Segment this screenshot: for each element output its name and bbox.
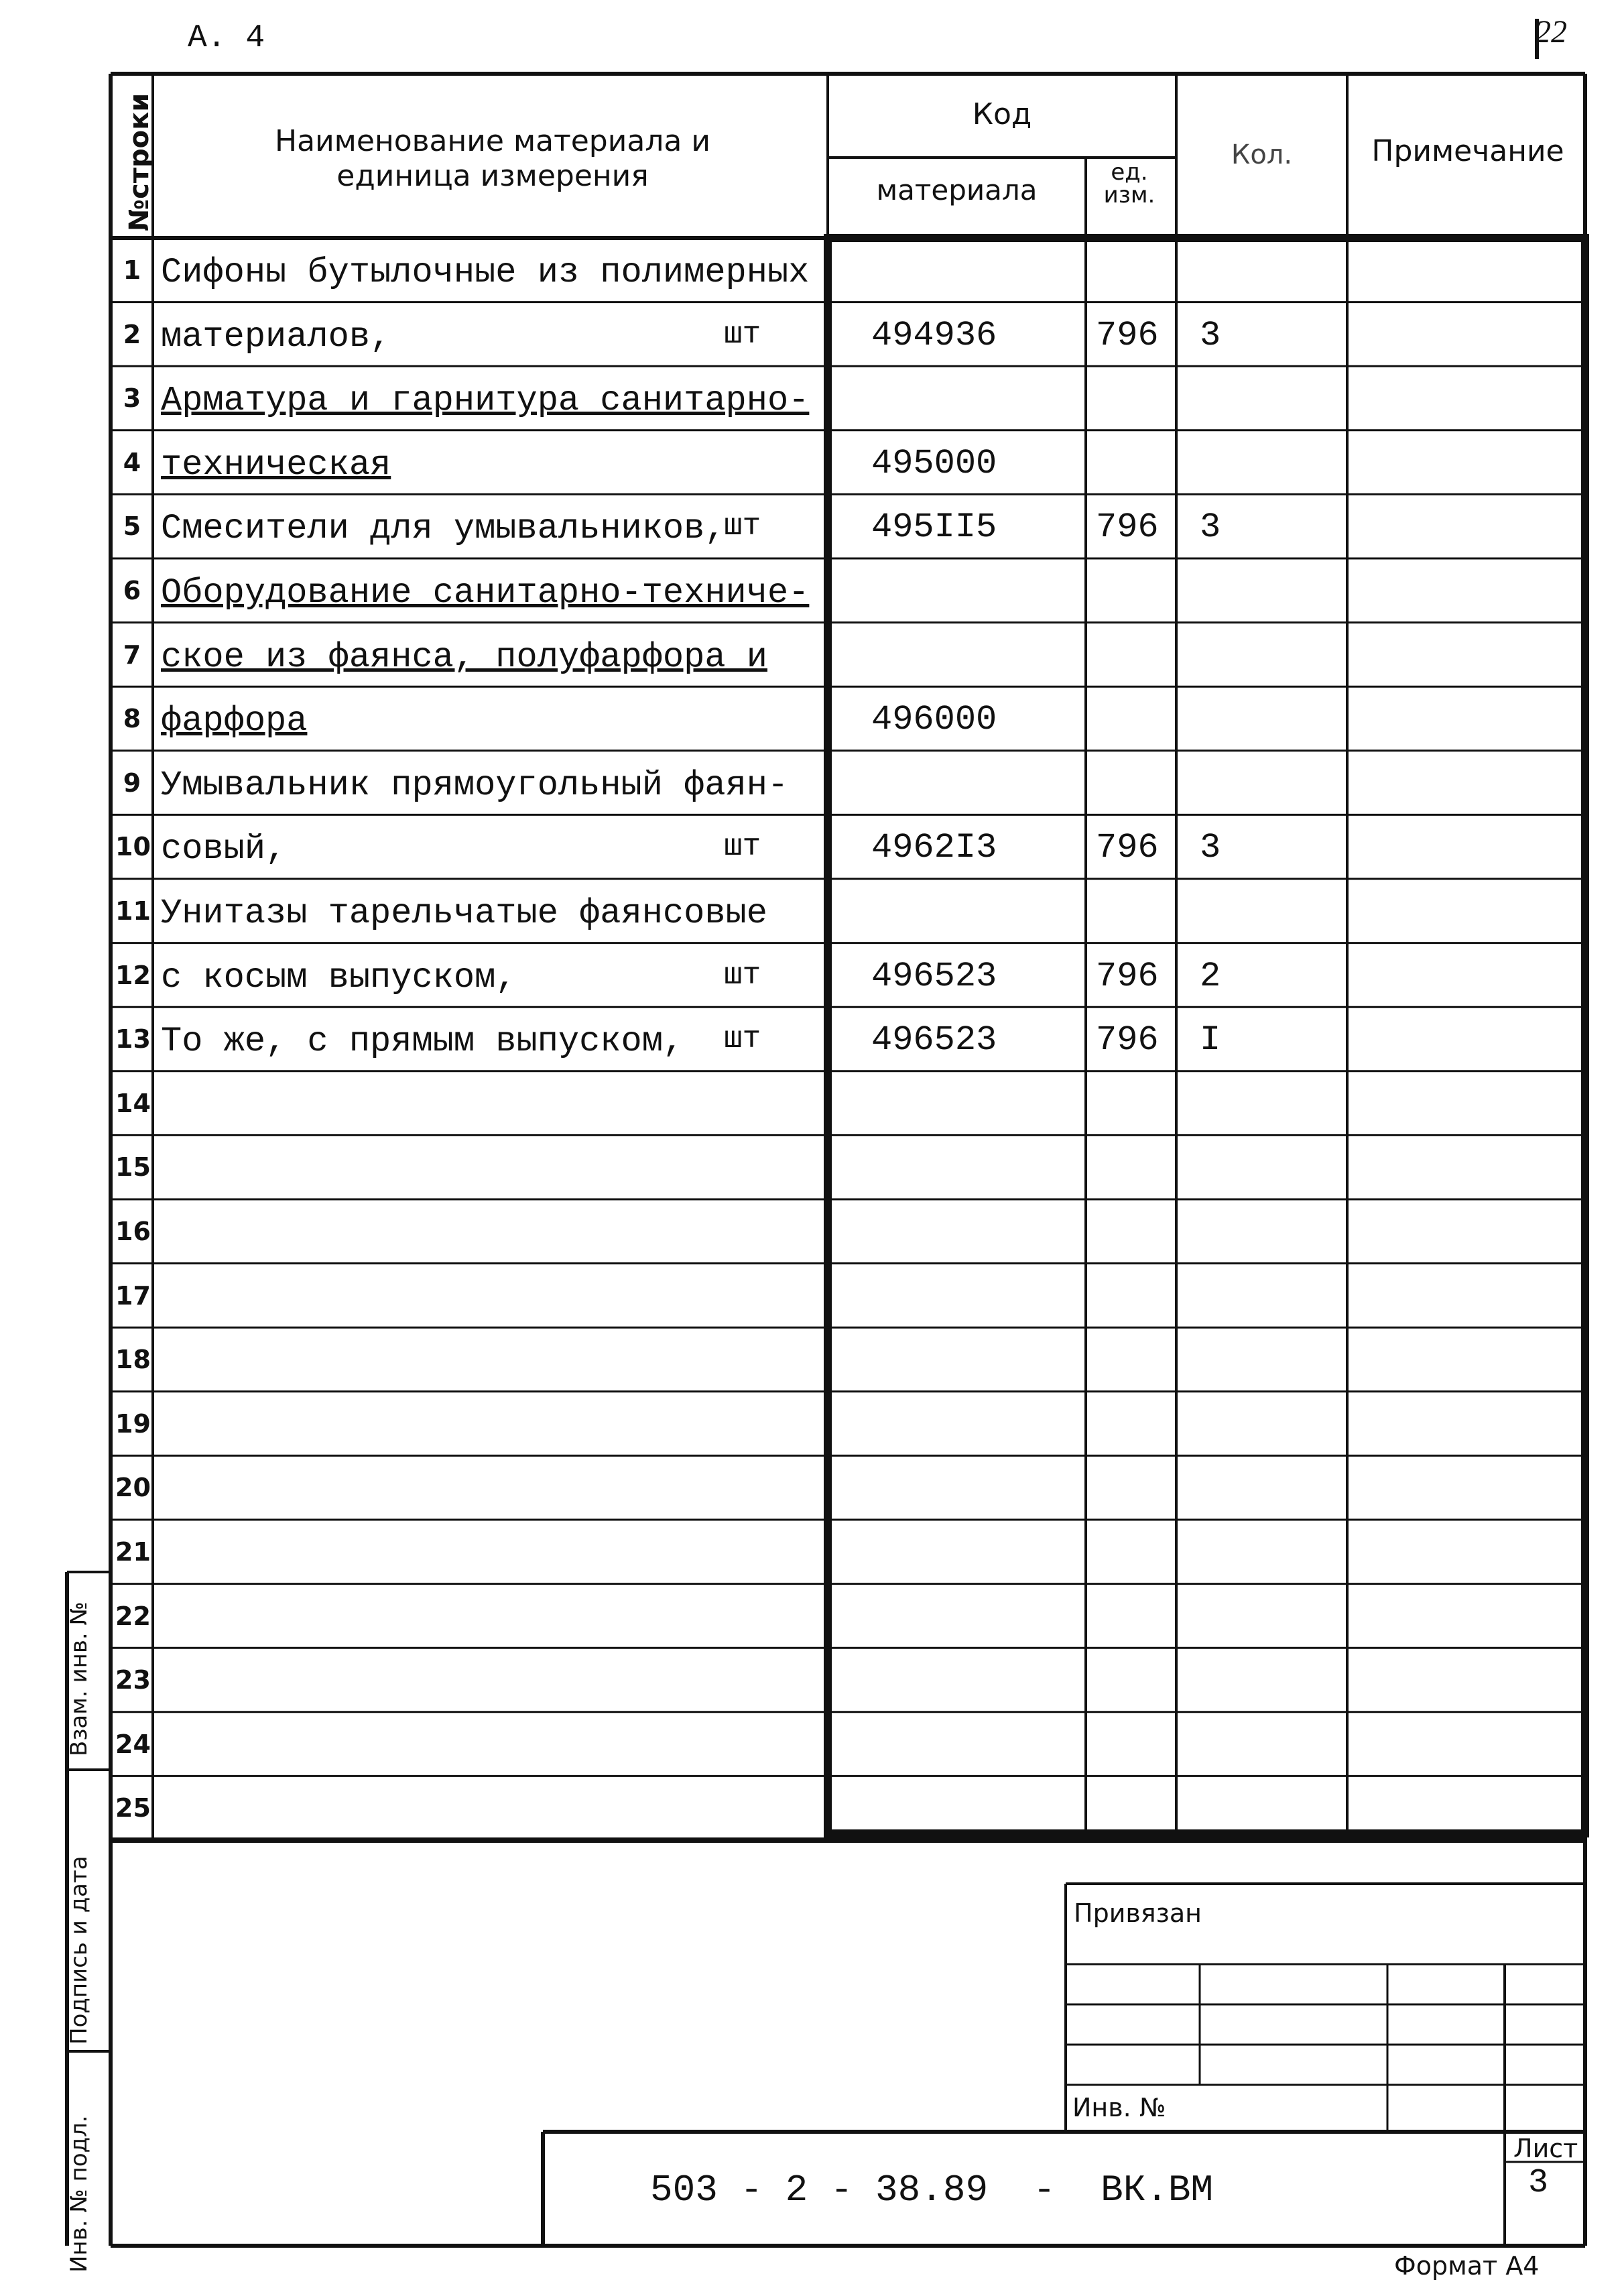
page-number: 22: [1535, 14, 1567, 50]
row-name: материалов,: [161, 316, 391, 357]
row-number: 10: [115, 832, 151, 862]
row-qty: I: [1200, 1020, 1221, 1061]
inv-no-label: Инв. №: [1072, 2093, 1166, 2122]
row-number: 18: [115, 1345, 151, 1375]
page-header-left: А. 4: [188, 20, 265, 56]
row-code: 4962I3: [871, 828, 997, 868]
row-number: 13: [115, 1024, 151, 1054]
row-code: 496000: [871, 700, 997, 740]
row-number: 2: [123, 319, 141, 349]
row-number: 3: [123, 383, 141, 414]
row-code: 496523: [871, 956, 997, 996]
row-code: 495000: [871, 443, 997, 483]
side-sign-date: Подпись и дата: [66, 1856, 92, 2045]
row-number: 5: [123, 511, 141, 542]
header-name: Наименование материала и единица измерения: [275, 124, 710, 193]
row-number: 4: [123, 447, 141, 477]
row-unit-code: 796: [1096, 828, 1159, 868]
row-name: Смесители для умывальников,: [161, 509, 726, 549]
row-number: 22: [115, 1601, 151, 1631]
format-label: Формат А4: [1394, 2251, 1540, 2281]
header-code-material: материала: [876, 174, 1038, 206]
row-number: 8: [123, 704, 141, 734]
row-unit: шт: [724, 509, 761, 544]
row-name: Умывальник прямоугольный фаян-: [161, 765, 789, 805]
row-number: 1: [123, 255, 141, 285]
row-name: совый,: [161, 829, 287, 869]
header-qty: Кол.: [1231, 139, 1293, 170]
row-number: 15: [115, 1152, 151, 1183]
row-name: Арматура и гарнитура санитарно-: [161, 381, 810, 421]
row-qty: 3: [1200, 507, 1221, 548]
row-code: 495II5: [871, 507, 997, 548]
header-row-no: №строки: [124, 93, 155, 231]
row-number: 17: [115, 1280, 151, 1311]
document-code: 503 - 2 - 38.89 - ВК.ВМ: [650, 2169, 1214, 2212]
row-name: Оборудование санитарно-техниче-: [161, 573, 810, 613]
sheet-number: 3: [1528, 2164, 1549, 2202]
row-number: 7: [123, 640, 141, 670]
header-code: Код: [972, 97, 1032, 131]
row-code: 496523: [871, 1020, 997, 1061]
row-number: 25: [115, 1793, 151, 1823]
row-unit: шт: [724, 316, 761, 352]
row-qty: 3: [1200, 828, 1221, 868]
row-number: 24: [115, 1729, 151, 1759]
row-number: 21: [115, 1537, 151, 1567]
row-code: 494936: [871, 315, 997, 355]
row-qty: 2: [1200, 956, 1221, 996]
row-qty: 3: [1200, 315, 1221, 355]
bound-label: Привязан: [1074, 1898, 1202, 1928]
row-name: Унитазы тарельчатые фаянсовые: [161, 894, 767, 933]
row-number: 6: [123, 576, 141, 605]
row-unit-code: 796: [1096, 1020, 1159, 1061]
row-number: 19: [115, 1408, 151, 1439]
header-code-unit: ед. изм.: [1103, 159, 1155, 208]
row-number: 14: [115, 1088, 151, 1118]
row-name: фарфора: [161, 701, 308, 741]
row-unit: шт: [724, 957, 761, 993]
row-number: 9: [123, 768, 141, 798]
row-name: техническая: [161, 444, 391, 485]
sheet-label: Лист: [1513, 2134, 1578, 2163]
row-number: 11: [115, 896, 151, 926]
row-unit: шт: [724, 1022, 761, 1057]
side-inv-orig: Инв. № подл.: [66, 2115, 92, 2273]
row-name: Сифоны бутылочные из полимерных: [161, 253, 810, 292]
row-number: 12: [115, 960, 151, 990]
row-unit-code: 796: [1096, 315, 1159, 355]
header-note: Примечание: [1371, 134, 1564, 168]
row-number: 16: [115, 1217, 151, 1246]
row-name: ское из фаянса, полуфарфора и: [161, 637, 767, 677]
row-number: 20: [115, 1473, 151, 1503]
row-number: 23: [115, 1665, 151, 1695]
row-name: с косым выпуском,: [161, 957, 517, 998]
row-unit: шт: [724, 829, 761, 865]
row-unit-code: 796: [1096, 956, 1159, 996]
row-unit-code: 796: [1096, 507, 1159, 548]
side-inv-replace: Взам. инв. №: [66, 1602, 92, 1756]
row-name: То же, с прямым выпуском,: [161, 1022, 684, 1062]
